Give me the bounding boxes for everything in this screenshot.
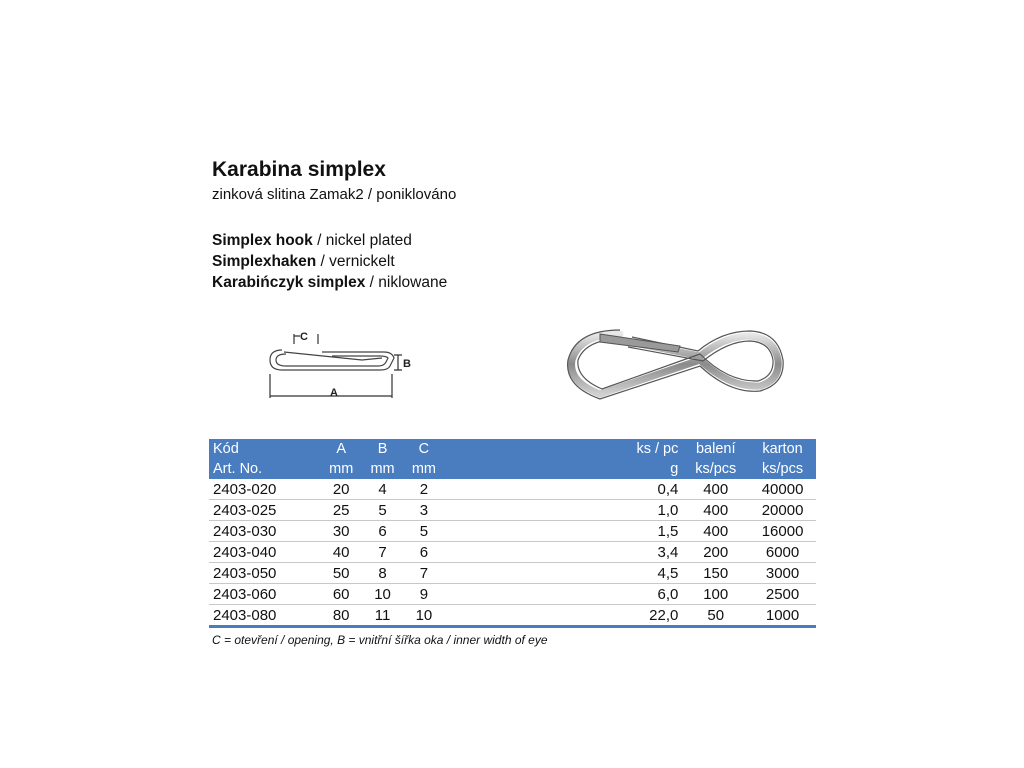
- cell-pack: 50: [682, 605, 749, 627]
- cell-c: 3: [403, 500, 444, 521]
- cell-carton: 20000: [749, 500, 816, 521]
- cell-b: 7: [362, 542, 403, 563]
- table-row: [209, 500, 816, 521]
- cell-c: 2: [403, 479, 444, 500]
- cell-carton: 1000: [749, 605, 816, 627]
- product-subtitle: zinková slitina Zamak2 / poniklováno: [212, 186, 457, 203]
- cell-a: 50: [321, 563, 362, 584]
- cell-b: 5: [362, 500, 403, 521]
- header-carton-unit: ks/pcs: [762, 461, 804, 477]
- product-photo: [560, 320, 790, 410]
- header-pack-unit: ks/pcs: [695, 461, 737, 477]
- cell-carton: 3000: [749, 563, 816, 584]
- cell-b: 11: [362, 605, 403, 627]
- table-row: [209, 584, 816, 605]
- header-weight: ks / pc: [636, 441, 679, 457]
- cell-pack: 400: [682, 479, 749, 500]
- cell-a: 60: [321, 584, 362, 605]
- header-b: B: [377, 441, 388, 457]
- cell-c: 10: [403, 605, 444, 627]
- translation-name: Karabińczyk simplex: [212, 274, 366, 291]
- cell-weight: 1,5: [616, 521, 682, 542]
- label-b: B: [403, 358, 411, 370]
- table-header-row: [209, 439, 816, 459]
- cell-code: 2403-080: [209, 605, 321, 627]
- cell-a: 20: [321, 479, 362, 500]
- table-row: [209, 605, 816, 627]
- cell-code: 2403-050: [209, 563, 321, 584]
- translation-line-en: [212, 230, 447, 251]
- cell-weight: 22,0: [616, 605, 682, 627]
- cell-carton: 16000: [749, 521, 816, 542]
- cell-c: 9: [403, 584, 444, 605]
- product-title: Karabina simplex: [212, 158, 386, 181]
- cell-code: 2403-025: [209, 500, 321, 521]
- table-row: [209, 521, 816, 542]
- cell-c: 7: [403, 563, 444, 584]
- cell-a: 40: [321, 542, 362, 563]
- cell-spacer: [445, 605, 617, 627]
- cell-b: 4: [362, 479, 403, 500]
- cell-spacer: [445, 479, 617, 500]
- header-a: A: [336, 441, 347, 457]
- cell-pack: 200: [682, 542, 749, 563]
- cell-a: 30: [321, 521, 362, 542]
- table-row: [209, 563, 816, 584]
- cell-code: 2403-030: [209, 521, 321, 542]
- label-a: A: [330, 387, 338, 399]
- table-header-row: [209, 459, 816, 479]
- translation-name: Simplexhaken: [212, 253, 317, 270]
- cell-code: 2403-040: [209, 542, 321, 563]
- product-translations: [212, 230, 447, 293]
- translation-name: Simplex hook: [212, 232, 313, 249]
- cell-spacer: [445, 521, 617, 542]
- translation-note: / nickel plated: [312, 232, 412, 249]
- cell-spacer: [445, 500, 617, 521]
- cell-carton: 6000: [749, 542, 816, 563]
- cell-pack: 150: [682, 563, 749, 584]
- header-carton: karton: [762, 441, 803, 457]
- translation-line-pl: [212, 272, 447, 293]
- header-weight-unit: g: [670, 461, 679, 477]
- cell-spacer: [445, 542, 617, 563]
- header-b-unit: mm: [370, 461, 395, 477]
- translation-note: / vernickelt: [316, 253, 395, 270]
- dimension-diagram: [262, 322, 422, 404]
- cell-c: 5: [403, 521, 444, 542]
- cell-code: 2403-060: [209, 584, 321, 605]
- cell-carton: 2500: [749, 584, 816, 605]
- header-code: Kód: [213, 441, 239, 457]
- translation-note: / niklowane: [365, 274, 448, 291]
- cell-spacer: [445, 563, 617, 584]
- label-c: C: [300, 331, 308, 343]
- cell-carton: 40000: [749, 479, 816, 500]
- header-c-unit: mm: [411, 461, 436, 477]
- cell-weight: 6,0: [616, 584, 682, 605]
- header-spacer: [445, 459, 617, 479]
- header-a-unit: mm: [329, 461, 354, 477]
- cell-pack: 100: [682, 584, 749, 605]
- cell-a: 25: [321, 500, 362, 521]
- table-row: [209, 479, 816, 500]
- table-row: [209, 542, 816, 563]
- cell-b: 10: [362, 584, 403, 605]
- cell-weight: 4,5: [616, 563, 682, 584]
- header-code-unit: Art. No.: [213, 461, 263, 477]
- cell-pack: 400: [682, 521, 749, 542]
- cell-weight: 3,4: [616, 542, 682, 563]
- cell-code: 2403-020: [209, 479, 321, 500]
- header-c: C: [418, 441, 430, 457]
- cell-spacer: [445, 584, 617, 605]
- cell-b: 6: [362, 521, 403, 542]
- header-spacer: [445, 439, 617, 459]
- cell-b: 8: [362, 563, 403, 584]
- footnote: C = otevření / opening, B = vnitřní šířka oka / inner width of eye: [212, 633, 548, 647]
- cell-c: 6: [403, 542, 444, 563]
- cell-weight: 1,0: [616, 500, 682, 521]
- header-pack: balení: [695, 441, 736, 457]
- product-table: [209, 439, 816, 628]
- cell-weight: 0,4: [616, 479, 682, 500]
- translation-line-de: [212, 251, 447, 272]
- cell-a: 80: [321, 605, 362, 627]
- cell-pack: 400: [682, 500, 749, 521]
